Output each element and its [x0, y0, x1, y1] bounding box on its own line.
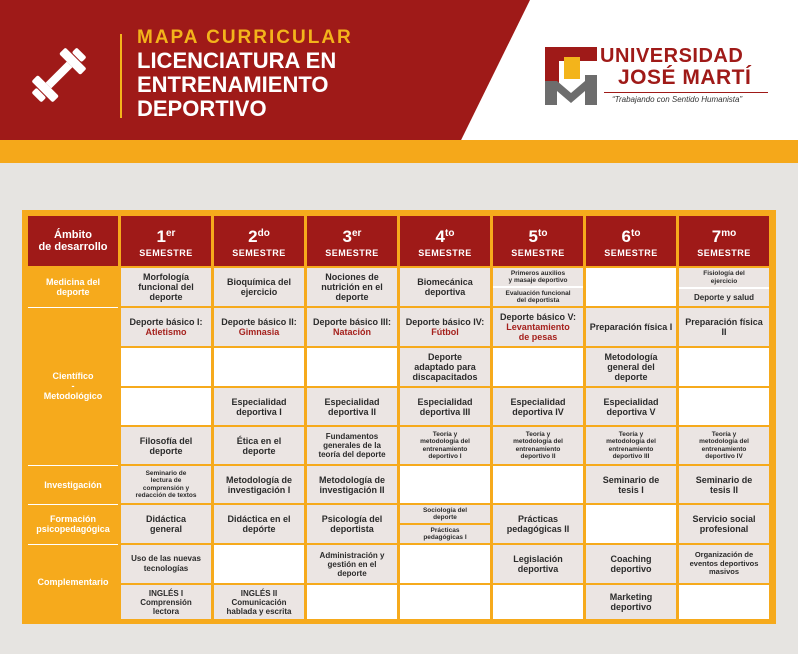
course-cell	[121, 585, 211, 619]
course-line: Seminario de	[695, 474, 753, 485]
course-sport: Fútbol	[431, 327, 459, 337]
semester-num: 6	[621, 226, 631, 246]
course-line: Didáctica	[145, 514, 187, 524]
category-label: Complementario	[37, 577, 109, 587]
course-line: depórte	[242, 524, 276, 534]
course-line: Seminario de	[602, 474, 660, 485]
category-investigacion	[28, 466, 118, 503]
course-line: Especialidad	[603, 396, 659, 407]
semester-sup: to	[538, 227, 548, 239]
semester-label: SEMESTRE	[418, 247, 472, 258]
course-line: Marketing	[609, 592, 653, 602]
title-line-3: DEPORTIVO	[137, 96, 267, 121]
course-line: Evaluación funcional	[505, 289, 571, 297]
course-line: metodología del	[699, 438, 749, 445]
course-line: Administración y	[319, 550, 385, 560]
course-line: investigación II	[319, 484, 385, 495]
empty-cell	[400, 585, 490, 619]
course-line: Fisiología del	[703, 270, 745, 277]
course-cell	[400, 348, 490, 386]
dumbbell-icon	[24, 40, 94, 110]
course-line: Metodología de	[226, 474, 292, 485]
course-line: metodología del	[513, 438, 563, 445]
empty-cell	[214, 545, 304, 583]
course-line: ejercicio	[710, 277, 738, 285]
orange-strip	[0, 140, 798, 163]
category-label: Investigación	[44, 479, 102, 490]
course-line: deportiva II	[327, 406, 376, 417]
course-line: Prácticas	[430, 526, 460, 534]
course-line: Biomecánica	[417, 277, 473, 287]
course-cell	[400, 268, 490, 306]
semester-header-7	[679, 216, 769, 266]
course-line: Especialidad	[324, 396, 380, 407]
course-line: deporte	[149, 445, 183, 456]
course-line: deportista	[330, 524, 374, 534]
course-line: Nociones de	[325, 272, 379, 282]
category-formacion	[28, 505, 118, 543]
category-complementario	[28, 545, 118, 619]
course-line: general	[149, 524, 182, 534]
course-line: Legislación	[513, 554, 563, 564]
course-line: teoría del deporte	[318, 450, 386, 459]
category-label: -	[71, 381, 75, 391]
course-line: Teoría y	[711, 430, 737, 438]
course-line: metodología del	[420, 438, 470, 445]
semester-header-4	[400, 216, 490, 266]
course-cell	[493, 427, 583, 464]
title-top: MAPA CURRICULAR	[137, 27, 353, 48]
course-cell	[679, 505, 769, 543]
course-line: deporte	[337, 568, 367, 578]
course-line: Preparación física I	[589, 322, 673, 332]
category-label: deporte	[56, 287, 90, 297]
course-cell	[307, 505, 397, 543]
course-line: Metodología de	[319, 474, 385, 485]
course-line: Coaching	[610, 554, 652, 564]
category-label: psicopedagógica	[36, 524, 110, 534]
course-cell	[586, 585, 676, 619]
semester-num: 1	[156, 226, 166, 246]
course-cell	[214, 585, 304, 619]
course-line: ejercicio	[240, 287, 278, 297]
course-cell	[679, 308, 769, 346]
course-line: pedagógicas II	[506, 524, 570, 534]
course-line: funcional del	[138, 282, 194, 292]
course-line: Didáctica en el	[227, 514, 291, 524]
category-cientifico	[28, 308, 118, 464]
course-line: Fundamentos	[325, 432, 379, 441]
semester-sup: to	[445, 227, 455, 239]
course-line: Especialidad	[510, 396, 566, 407]
course-line: y masaje deportivo	[508, 277, 568, 284]
semester-num: 4	[435, 226, 445, 246]
course-cell	[679, 268, 769, 287]
category-medicina	[28, 268, 118, 306]
course-line: Teoría y	[432, 430, 458, 438]
course-line: deportiva I	[236, 406, 282, 417]
course-line: Servicio social	[692, 514, 756, 524]
course-sport: Levantamiento	[506, 322, 570, 332]
course-line: entrenamiento	[608, 445, 654, 453]
empty-cell	[493, 466, 583, 503]
empty-cell	[679, 388, 769, 425]
empty-cell	[214, 348, 304, 386]
semester-label: SEMESTRE	[325, 247, 379, 258]
course-cell	[307, 308, 397, 346]
semester-num: 7	[711, 226, 722, 246]
semester-sup: do	[257, 227, 270, 239]
course-line: deporte	[433, 514, 457, 521]
course-cell	[121, 308, 211, 346]
ambito-header-line-1: Ámbito	[54, 229, 92, 241]
course-cell	[214, 505, 304, 543]
course-line: Deporte	[427, 352, 462, 362]
course-line: Comunicación	[231, 597, 287, 607]
course-line: Sociología del	[422, 506, 468, 514]
course-line: Morfología	[143, 272, 189, 282]
course-line: deportiva V	[606, 406, 656, 417]
course-cell	[679, 466, 769, 503]
course-line: Bioquímica del	[226, 277, 291, 287]
empty-cell	[400, 545, 490, 583]
logo-name-line-2: JOSÉ MARTÍ	[618, 66, 752, 89]
course-cell	[400, 525, 490, 543]
course-line: deportivo	[610, 564, 652, 574]
ambito-header	[28, 216, 118, 266]
course-cell	[493, 268, 583, 286]
empty-cell	[679, 348, 769, 386]
course-line: nutrición en el	[321, 282, 383, 292]
course-cell	[493, 388, 583, 425]
logo-name-line-1: UNIVERSIDAD	[600, 45, 744, 67]
course-line: Ética en el	[236, 435, 282, 446]
course-cell	[586, 427, 676, 464]
semester-sup: er	[352, 227, 362, 239]
course-line: Deporte básico IV:	[405, 317, 485, 327]
course-cell	[400, 308, 490, 346]
course-cell	[121, 427, 211, 464]
course-line: Deporte básico V:	[499, 312, 577, 322]
empty-cell	[679, 585, 769, 619]
empty-cell	[121, 388, 211, 425]
course-line: Organización de	[694, 550, 754, 560]
semester-header-3	[307, 216, 397, 266]
semester-label: SEMESTRE	[604, 247, 658, 258]
course-line: tecnologías	[143, 564, 189, 573]
course-line: discapacitados	[412, 372, 478, 382]
course-line: Deporte básico I:	[129, 317, 203, 327]
title-divider	[120, 34, 122, 118]
category-label: Formación	[49, 514, 96, 524]
course-line: gestión en el	[327, 559, 377, 569]
empty-cell	[586, 268, 676, 306]
course-cell	[400, 427, 490, 464]
empty-cell	[400, 466, 490, 503]
course-line: masivos	[708, 567, 740, 577]
course-cell	[214, 466, 304, 503]
semester-header-1	[121, 216, 211, 266]
course-line: Teoría y	[618, 430, 644, 438]
course-cell	[121, 466, 211, 503]
course-line: Deporte y salud	[693, 292, 754, 302]
course-line: deportiva	[517, 564, 559, 574]
course-line: deporte	[335, 292, 369, 302]
course-line: Seminario de	[145, 469, 187, 477]
logo-rule	[604, 92, 768, 93]
course-line: Teoría y	[525, 430, 551, 438]
course-line: adaptado para	[414, 362, 476, 372]
empty-cell	[586, 505, 676, 543]
semester-header-5	[493, 216, 583, 266]
empty-cell	[493, 348, 583, 386]
course-sport: Atletismo	[145, 327, 187, 337]
empty-cell	[121, 348, 211, 386]
course-cell	[493, 505, 583, 543]
course-line: entrenamiento	[701, 445, 747, 453]
course-line: deportivo II	[520, 453, 556, 460]
course-line: Especialidad	[417, 396, 473, 407]
course-cell	[679, 289, 769, 306]
course-line: Deporte básico II:	[221, 317, 297, 327]
course-cell	[400, 505, 490, 523]
course-cell	[493, 545, 583, 583]
course-cell	[214, 388, 304, 425]
course-sport: de pesas	[518, 332, 558, 342]
course-cell	[121, 545, 211, 583]
course-cell	[586, 466, 676, 503]
course-line: tesis I	[618, 484, 644, 495]
course-cell	[307, 388, 397, 425]
course-line: Prácticas	[517, 514, 559, 524]
semester-sup: mo	[721, 227, 737, 239]
semester-sup: er	[166, 227, 176, 239]
course-line: general del	[607, 362, 655, 372]
course-line: del deportista	[516, 297, 560, 304]
course-line: entrenamiento	[515, 445, 561, 453]
semester-sup: to	[631, 227, 641, 239]
course-line: deportivo	[610, 602, 652, 612]
course-line: eventos deportivos	[689, 558, 759, 568]
course-sport: Gimnasia	[238, 327, 280, 337]
course-line: Filosofía del	[139, 435, 193, 446]
course-line: lectura de	[150, 477, 182, 484]
course-line: lectora	[152, 606, 180, 616]
course-line: deportivo III	[612, 453, 650, 460]
course-line: deportiva IV	[512, 406, 564, 417]
course-line: Deporte básico III:	[312, 317, 392, 327]
course-line: redacción de textos	[135, 492, 197, 499]
course-cell	[679, 545, 769, 583]
course-line: deportiva	[424, 287, 466, 297]
course-cell	[121, 505, 211, 543]
course-cell	[586, 348, 676, 386]
empty-cell	[307, 348, 397, 386]
course-cell	[400, 388, 490, 425]
semester-label: SEMESTRE	[511, 247, 565, 258]
title-line-1: LICENCIATURA EN	[137, 48, 337, 73]
course-cell	[214, 268, 304, 306]
course-line: investigación I	[227, 484, 291, 495]
course-line: INGLÉS II	[240, 588, 278, 598]
course-line: profesional	[699, 524, 749, 534]
course-line: deporte	[242, 445, 276, 456]
course-line: deportivo IV	[705, 453, 743, 460]
course-sport: Natación	[332, 327, 371, 337]
course-cell	[586, 388, 676, 425]
course-line: deporte	[149, 292, 183, 302]
course-line: Especialidad	[231, 396, 287, 407]
course-cell	[307, 427, 397, 464]
course-line: generales de la	[323, 441, 381, 450]
course-line: Preparación física II	[685, 317, 763, 337]
category-label: Científico	[52, 371, 94, 381]
course-cell	[493, 288, 583, 306]
course-line: INGLÉS I	[148, 588, 184, 598]
course-line: Primeros auxilios	[510, 269, 566, 277]
course-cell	[214, 308, 304, 346]
semester-header-2	[214, 216, 304, 266]
course-line: Uso de las nuevas	[131, 554, 201, 563]
logo-tagline: “Trabajando con Sentido Humanista”	[612, 95, 743, 104]
semester-num: 5	[528, 226, 538, 246]
course-line: pedagógicas I	[423, 534, 467, 541]
course-line: deporte	[614, 372, 648, 382]
course-line: hablada y escrita	[226, 606, 292, 616]
semester-num: 3	[342, 226, 352, 246]
semester-num: 2	[248, 226, 258, 246]
semester-label: SEMESTRE	[139, 247, 193, 258]
semester-label: SEMESTRE	[697, 247, 751, 258]
semester-label: SEMESTRE	[232, 247, 286, 258]
course-cell	[121, 268, 211, 306]
title-line-2: ENTRENAMIENTO	[137, 72, 329, 97]
course-cell	[307, 545, 397, 583]
course-line: deportiva III	[419, 406, 471, 417]
course-line: metodología del	[606, 438, 656, 445]
page-header	[0, 0, 798, 140]
course-cell	[307, 268, 397, 306]
course-line: Comprensión	[140, 597, 192, 607]
course-cell	[214, 427, 304, 464]
ujm-logo-icon	[545, 47, 597, 105]
course-cell	[307, 466, 397, 503]
course-line: tesis II	[709, 484, 738, 495]
empty-cell	[493, 585, 583, 619]
course-cell	[586, 308, 676, 346]
category-label: Metodológico	[43, 391, 103, 401]
course-line: deportivo I	[428, 453, 462, 460]
course-line: entrenamiento	[422, 445, 468, 453]
course-line: comprensión y	[142, 484, 190, 492]
category-label: Medicina del	[45, 277, 100, 287]
course-cell	[679, 427, 769, 464]
ambito-header-line-2: de desarrollo	[38, 241, 108, 253]
semester-header-6	[586, 216, 676, 266]
empty-cell	[307, 585, 397, 619]
course-cell	[493, 308, 583, 346]
course-line: Metodología	[604, 352, 658, 362]
course-line: Psicología del	[321, 514, 383, 524]
course-cell	[586, 545, 676, 583]
